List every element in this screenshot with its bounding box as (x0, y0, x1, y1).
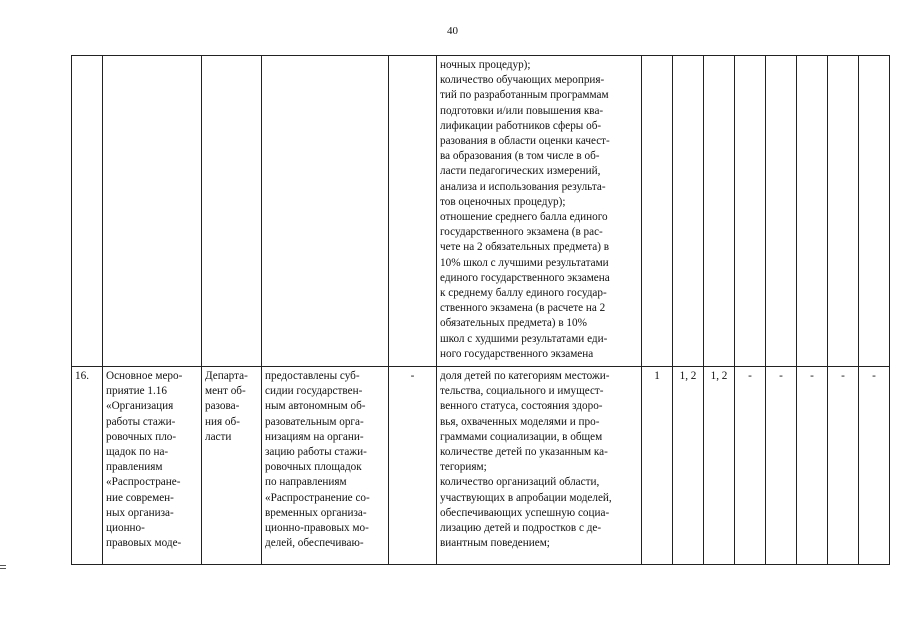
cell-number: 16. (72, 367, 103, 565)
cell-result (262, 56, 389, 367)
cell-executor (202, 56, 262, 367)
cell-value (735, 56, 766, 367)
cell-value (828, 56, 859, 367)
cell-value: - (797, 367, 828, 565)
cell-value (704, 56, 735, 367)
cell-result: предоставлены суб- сидии государствен- ным автономным об- разовательным орга- низациям на органи- зацию работы стажи- ровочных площадок по направлениям «Распространение со- временных организа- ционно-правовых мо- делей, обеспечиваю- (262, 367, 389, 565)
cell-value (642, 56, 673, 367)
cell-indicators: ночных процедур); количество обучающих мероприя- тий по разработанным программам подготовки и/или повышения ква- лификации работников сферы об- разования в области оценки качест- ва образования (в том числе в об- ласти педагогических измерений, анализа и использования результа- тов оценочных процедур); отношение среднего балла единого государственного экзамена (в рас- чете на 2 обязательных предмета) в 10% школ с лучшими результатами единого государственного экзамена к среднему баллу единого государ- ственного экзамена (в расчете на 2 обязательных предмета) в 10% школ с худшими результатами еди- ного государственного экзамена (437, 56, 642, 367)
cell-value (797, 56, 828, 367)
cell-value (673, 56, 704, 367)
cell-value: 1, 2 (704, 367, 735, 565)
cell-measure (103, 56, 202, 367)
cell-col5 (389, 56, 437, 367)
cell-value: - (735, 367, 766, 565)
table-row (72, 367, 890, 565)
cell-value: - (828, 367, 859, 565)
table-row (72, 56, 890, 367)
cell-indicators: доля детей по категориям местожи- тельства, социального и имущест- венного статуса, состояния здоро- вья, охваченных моделями и про- граммами социализации, в общем количестве детей по указанным ка- тегориям; количество организаций области, участвующих в апробации моделей, обеспечивающих успешную социа- лизацию детей и подростков с де- виантным поведением; (437, 367, 642, 565)
cell-col5: - (389, 367, 437, 565)
cell-value: 1, 2 (673, 367, 704, 565)
scan-edge-marks (0, 565, 6, 571)
cell-measure: Основное меро- приятие 1.16 «Организация работы стажи- ровочных пло- щадок по на- правлениям «Распростране- ние современ- ных организа- ционно- правовых моде- (103, 367, 202, 565)
cell-value (859, 56, 890, 367)
cell-number (72, 56, 103, 367)
cell-value: - (766, 367, 797, 565)
cell-value: 1 (642, 367, 673, 565)
cell-value (766, 56, 797, 367)
cell-executor: Департа- мент об- разова- ния об- ласти (202, 367, 262, 565)
measures-table (71, 55, 890, 565)
cell-value: - (859, 367, 890, 565)
page-number: 40 (447, 25, 458, 37)
